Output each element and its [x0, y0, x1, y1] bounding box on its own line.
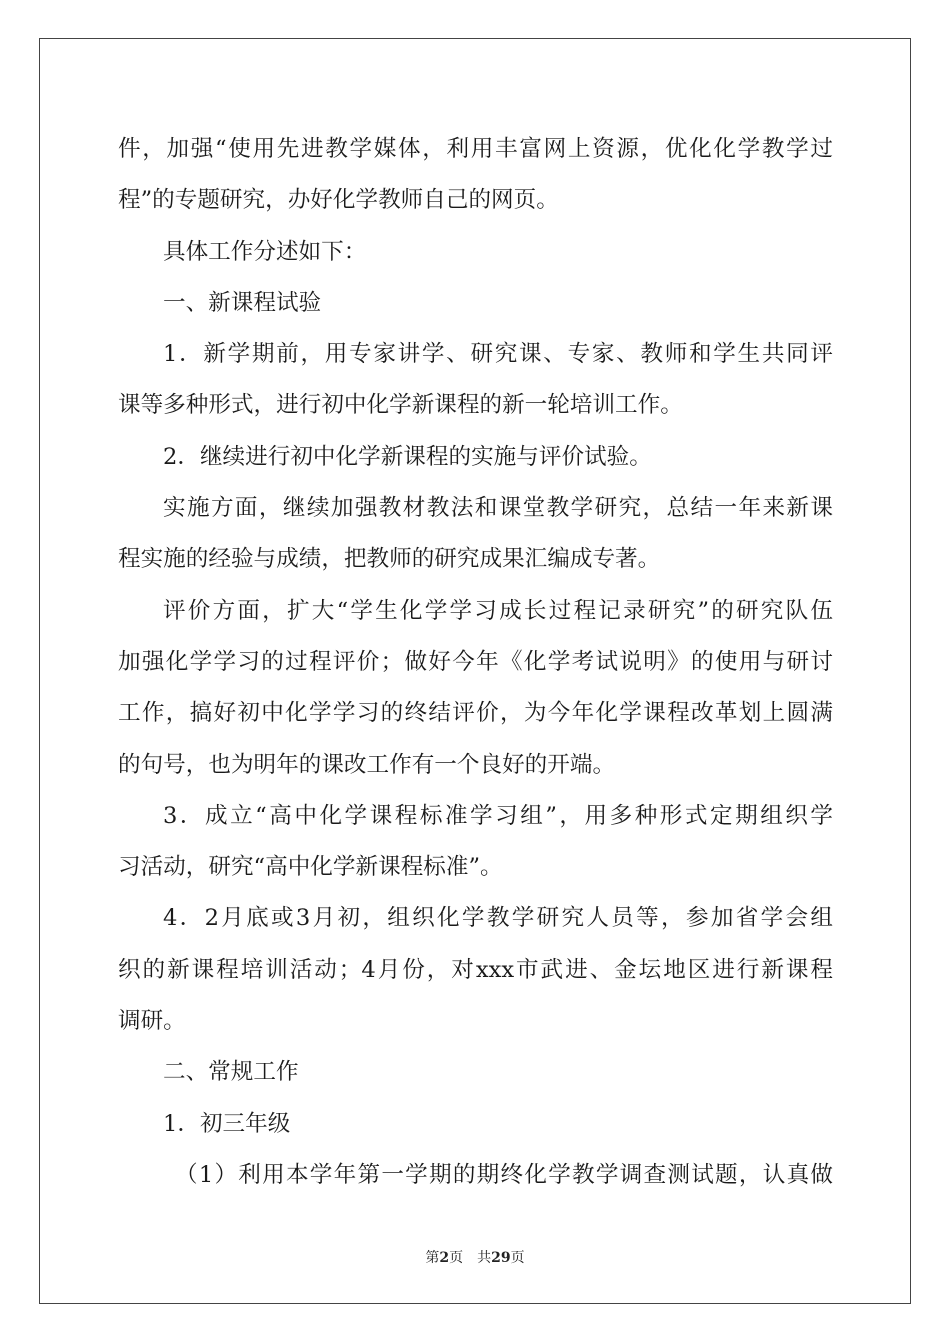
text-line: 程”的专题研究，办好化学教师自己的网页。	[118, 187, 559, 214]
page-prefix: 第	[425, 1250, 440, 1266]
text-line: 2．继续进行初中化学新课程的实施与评价试验。	[163, 443, 652, 470]
text-line: 评价方面，扩大“学生化学学习成长过程记录研究”的研究队伍	[163, 597, 833, 624]
text-line: 加强化学学习的过程评价；做好今年《化学考试说明》的使用与研讨	[118, 648, 833, 675]
page-footer	[0, 1247, 950, 1267]
text-line: 件，加强“使用先进教学媒体，利用丰富网上资源，优化化学教学过	[118, 136, 833, 162]
text-line: 调研。	[118, 1008, 186, 1035]
document-body	[118, 124, 833, 1201]
text-line: 1．新学期前，用专家讲学、研究课、专家、教师和学生共同评	[163, 341, 833, 368]
text-line: 工作，搞好初中化学学习的终结评价，为今年化学课程改革划上圆满	[118, 700, 833, 727]
text-line: （1）利用本学年第一学期的期终化学教学调查测试题，认真做	[175, 1161, 833, 1188]
text-line: 4．2月底或3月初，组织化学教学研究人员等，参加省学会组	[163, 905, 833, 932]
total-suffix: 页	[510, 1250, 525, 1266]
text-line: 课等多种形式，进行初中化学新课程的新一轮培训工作。	[118, 392, 683, 419]
text-line: 的句号，也为明年的课改工作有一个良好的开端。	[118, 751, 616, 778]
text-line: 具体工作分述如下：	[163, 238, 367, 265]
total-prefix: 共	[477, 1250, 492, 1266]
total-pages: 29	[491, 1250, 511, 1266]
text-line: 织的新课程培训活动；4月份，对xxx市武进、金坛地区进行新课程	[118, 956, 833, 983]
text-line: 习活动，研究“高中化学新课程标准”。	[118, 854, 503, 881]
text-line: 实施方面，继续加强教材教法和课堂教学研究，总结一年来新课	[163, 495, 833, 522]
text-line: 3．成立“高中化学课程标准学习组”，用多种形式定期组织学	[163, 802, 833, 829]
page-number: 2	[439, 1250, 450, 1266]
page-suffix: 页	[449, 1250, 464, 1266]
section-heading: 一、新课程试验	[163, 289, 322, 316]
text-line: 程实施的经验与成绩，把教师的研究成果汇编成专著。	[118, 546, 661, 573]
subsection-heading: 1．初三年级	[163, 1110, 291, 1137]
section-heading: 二、常规工作	[163, 1059, 299, 1086]
